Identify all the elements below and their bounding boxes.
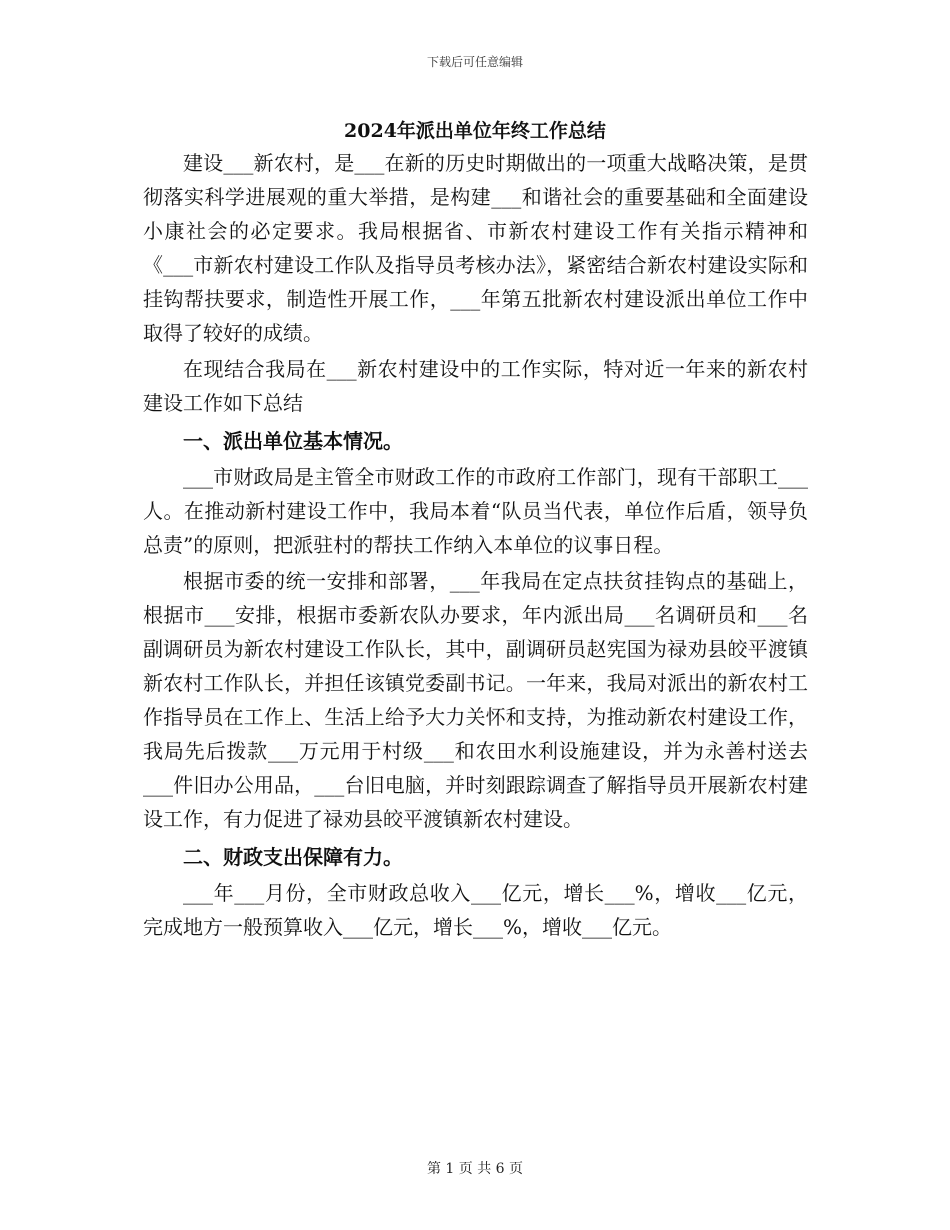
document-body <box>143 146 808 944</box>
section-heading-1: 一、派出单位基本情况。 <box>183 429 403 453</box>
paragraph-intro: 建设___新农村，是___在新的历史时期做出的一项重大战略决策，是贯彻落实科学进展观的重大举措，是构建___和谐社会的重要基础和全面建设小康社会的必定要求。我局根据省、市新农村建设工作有关指示精神和《___市新农村建设工作队及指导员考核办法》，紧密结合新农村建设实际和挂钩帮扶要求，制造性开展工作，___年第五批新农村建设派出单位工作中取得了较好的成绩。 <box>143 151 808 345</box>
paragraph-unit-overview: ___市财政局是主管全市财政工作的市政府工作部门，现有干部职工___人。在推动新村建设工作中，我局本着“队员当代表，单位作后盾，领导负总责”的原则，把派驻村的帮扶工作纳入本单位的议事日程。 <box>143 465 808 557</box>
header-note: 下载后可任意编辑 <box>426 55 523 69</box>
paragraph-finance: ___年___月份，全市财政总收入___亿元，增长___%，增收___亿元，完成地方一般预算收入___亿元，增长___%，增收___亿元。 <box>143 881 808 939</box>
paragraph-summary-lead: 在现结合我局在___新农村建设中的工作实际，特对近一年来的新农村建设工作如下总结 <box>143 357 808 415</box>
section-heading-2: 二、财政支出保障有力。 <box>183 845 403 869</box>
page-number: 第 1 页 共 6 页 <box>426 1161 524 1177</box>
paragraph-deployment: 根据市委的统一安排和部署，___年我局在定点扶贫挂钩点的基础上，根据市___安排，根据市委新农队办要求，年内派出局___名调研员和___名副调研员为新农村建设工作队长，其中，副调研员赵宪国为禄劝县皎平渡镇新农村工作队长，并担任该镇党委副书记。一年来，我局对派出的新农村工作指导员在工作上、生活上给予大力关怀和支持，为推动新农村建设工作，我局先后拨款___万元用于村级___和农田水利设施建设，并为永善村送去___件旧办公用品，___台旧电脑，并时刻跟踪调查了解指导员开展新农村建设工作，有力促进了禄劝县皎平渡镇新农村建设。 <box>143 569 808 831</box>
document-title: 2024年派出单位年终工作总结 <box>344 120 606 142</box>
